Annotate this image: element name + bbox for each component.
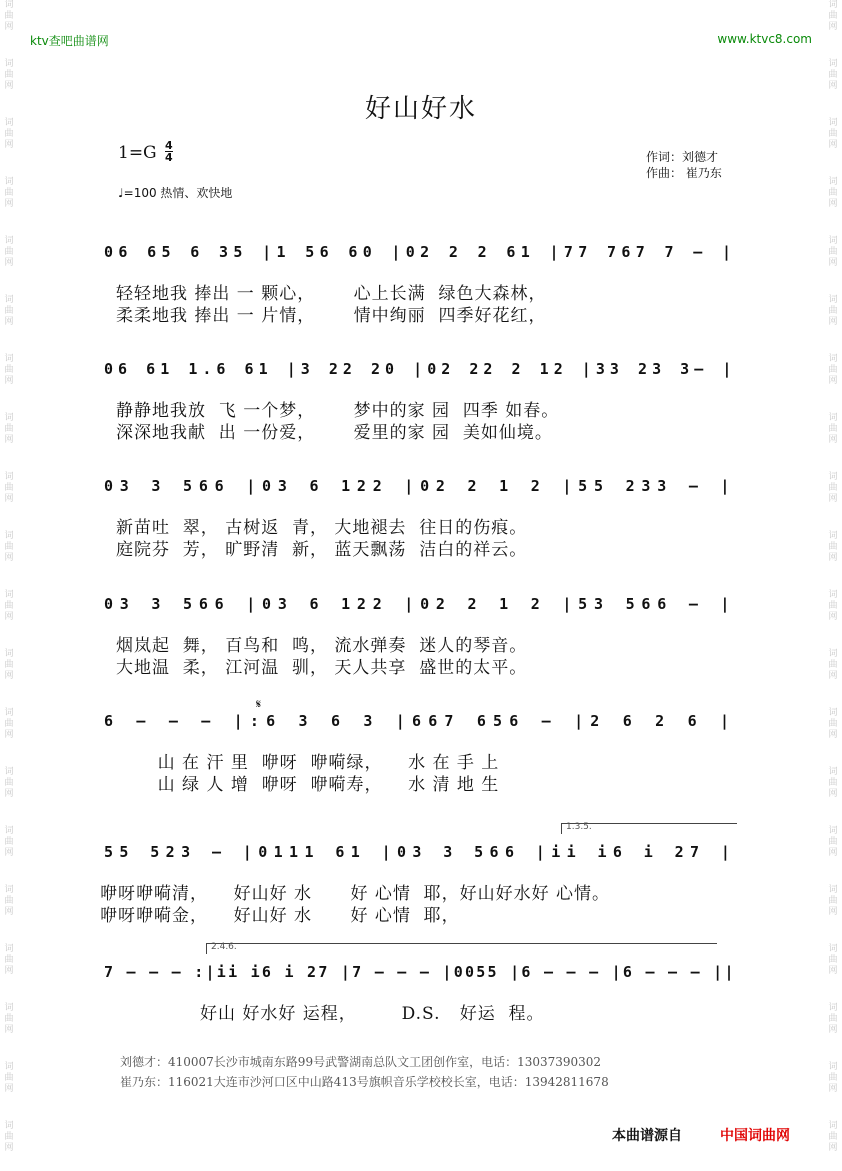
watermark-text: 词 曲 网 (828, 1062, 838, 1094)
score-row (104, 712, 736, 738)
jianpu-notes: 03 3 566 |03 6 122 |02 2 1 2 |53 566 – | (104, 595, 737, 613)
lyric-verse-1: 新苗吐 翠， 古树返 青， 大地褪去 往日的伤痕。 (116, 518, 528, 538)
jianpu-notes: 06 61 1.6 61 |3 22 20 |02 22 2 12 |33 23 3– | (104, 360, 737, 378)
lyric-verse-1: 山 在 汗 里 咿呀 咿嗬绿， 水 在 手 上 (100, 753, 500, 773)
lyric-verse-2: 咿呀咿嗬金， 好山好 水 好 心情 耶， (100, 906, 460, 926)
watermark-text: 词 曲 网 (828, 590, 838, 622)
segno-mark: 𝄋 (256, 697, 262, 711)
jianpu-notes: 6 – – – |:6 3 6 3 |667 656 – |2 6 2 6 | (104, 712, 737, 730)
watermark-text: 词 曲 网 (4, 531, 14, 563)
lyric-verse-2: 深深地我献 出 一份爱， 爱里的家 园 美如仙境。 (116, 423, 553, 443)
key-signature: 1=G (118, 143, 157, 163)
header-left-site[interactable]: ktv查吧曲谱网 (30, 34, 109, 48)
watermark-text: 词 曲 网 (828, 885, 838, 917)
watermark-text: 词 曲 网 (828, 472, 838, 504)
score-row (104, 477, 736, 503)
watermark-text: 词 曲 网 (4, 708, 14, 740)
lyric-verse-2: 柔柔地我 捧出 一 片情， 情中绚丽 四季好花红， (116, 306, 547, 326)
jianpu-notes: 03 3 566 |03 6 122 |02 2 1 2 |55 233 – | (104, 477, 737, 495)
watermark-text: 词 曲 网 (4, 295, 14, 327)
lyric-verse-2: 山 绿 人 增 咿呀 咿嗬寿， 水 清 地 生 (100, 775, 500, 795)
left-watermark-strip (0, 0, 18, 1171)
credits (646, 149, 722, 181)
watermark-text: 词 曲 网 (828, 826, 838, 858)
jianpu-notes: 7 – – – :|ii i6 i 27 |7 – – – |0055 |6 – – – |6 – – – || (104, 963, 736, 981)
watermark-text: 词 曲 网 (4, 472, 14, 504)
watermark-text: 词 曲 网 (828, 767, 838, 799)
lyricist: 作词：刘德才 (646, 150, 719, 164)
watermark-text: 词 曲 网 (4, 826, 14, 858)
footer-line-1: 刘德才：410007长沙市城南东路99号武警湖南总队文工团创作室，电话：13037390302 (120, 1055, 602, 1069)
watermark-text: 词 曲 网 (828, 1003, 838, 1035)
composer: 作曲： 崔乃东 (646, 166, 722, 180)
watermark-text: 词 曲 网 (828, 59, 838, 91)
header-right-url[interactable]: www.ktvc8.com (717, 32, 812, 46)
source-site-link[interactable]: 中国词曲网 (720, 1128, 790, 1144)
watermark-text: 词 曲 网 (4, 885, 14, 917)
watermark-text: 词 曲 网 (828, 649, 838, 681)
song-title: 好山好水 (364, 94, 477, 124)
watermark-text: 词 曲 网 (4, 177, 14, 209)
watermark-text: 词 曲 网 (828, 0, 838, 32)
watermark-text: 词 曲 网 (828, 118, 838, 150)
volta-first-ending: 1.3.5. (561, 823, 737, 834)
watermark-text: 词 曲 网 (828, 354, 838, 386)
watermark-text: 词 曲 网 (4, 590, 14, 622)
lyric-verse-1: 烟岚起 舞， 百鸟和 鸣， 流水弹奏 迷人的琴音。 (116, 636, 528, 656)
lyric-verse-2: 庭院芬 芳， 旷野清 新， 蓝天飘荡 洁白的祥云。 (116, 540, 528, 560)
watermark-text: 词 曲 网 (4, 649, 14, 681)
score-row (104, 595, 736, 621)
lyric-verse-2: 大地温 柔， 江河温 驯， 天人共享 盛世的太平。 (116, 658, 528, 678)
score-row (104, 963, 736, 989)
jianpu-notes: 55 523 – |0111 61 |03 3 566 |ii i6 i 27 | (104, 843, 737, 861)
watermark-text: 词 曲 网 (828, 177, 838, 209)
watermark-text: 词 曲 网 (828, 1121, 838, 1153)
watermark-text: 词 曲 网 (828, 708, 838, 740)
lyric-verse-1: 好山 好水好 运程， D.S. 好运 程。 (200, 1004, 545, 1024)
lyric-verse-1: 轻轻地我 捧出 一 颗心， 心上长满 绿色大森林， (116, 284, 547, 304)
watermark-text: 词 曲 网 (4, 944, 14, 976)
watermark-text: 词 曲 网 (4, 767, 14, 799)
watermark-text: 词 曲 网 (828, 944, 838, 976)
jianpu-notes: 06 65 6 35 |1 56 60 |02 2 2 61 |77 767 7 – | (104, 243, 737, 261)
lyric-verse-1: 咿呀咿嗬清， 好山好 水 好 心情 耶，好山好水好 心情。 (100, 884, 611, 904)
watermark-text: 词 曲 网 (4, 236, 14, 268)
tempo-marking: ♩=100 热情、欢快地 (118, 186, 233, 200)
watermark-text: 词 曲 网 (828, 413, 838, 445)
footer-line-2: 崔乃东：116021大连市沙河口区中山路413号旗帜音乐学校校长室，电话：13942811678 (120, 1075, 609, 1089)
watermark-text: 词 曲 网 (4, 413, 14, 445)
watermark-text: 词 曲 网 (828, 295, 838, 327)
watermark-text: 词 曲 网 (4, 354, 14, 386)
watermark-text: 词 曲 网 (4, 59, 14, 91)
watermark-text: 词 曲 网 (828, 531, 838, 563)
watermark-text: 词 曲 网 (828, 236, 838, 268)
score-row (104, 243, 736, 269)
source-label: 本曲谱源自 (612, 1128, 682, 1144)
watermark-text: 词 曲 网 (4, 1062, 14, 1094)
watermark-text: 词 曲 网 (4, 0, 14, 32)
time-signature: $\frac{4}{4}$ (165, 139, 173, 164)
score-row (104, 360, 736, 386)
volta-second-ending: 2.4.6. (206, 943, 717, 954)
watermark-text: 词 曲 网 (4, 1121, 14, 1153)
right-watermark-strip (824, 0, 842, 1171)
score-row (104, 843, 736, 869)
watermark-text: 词 曲 网 (4, 1003, 14, 1035)
lyric-verse-1: 静静地我放 飞 一个梦， 梦中的家 园 四季 如春。 (116, 401, 560, 421)
watermark-text: 词 曲 网 (4, 118, 14, 150)
